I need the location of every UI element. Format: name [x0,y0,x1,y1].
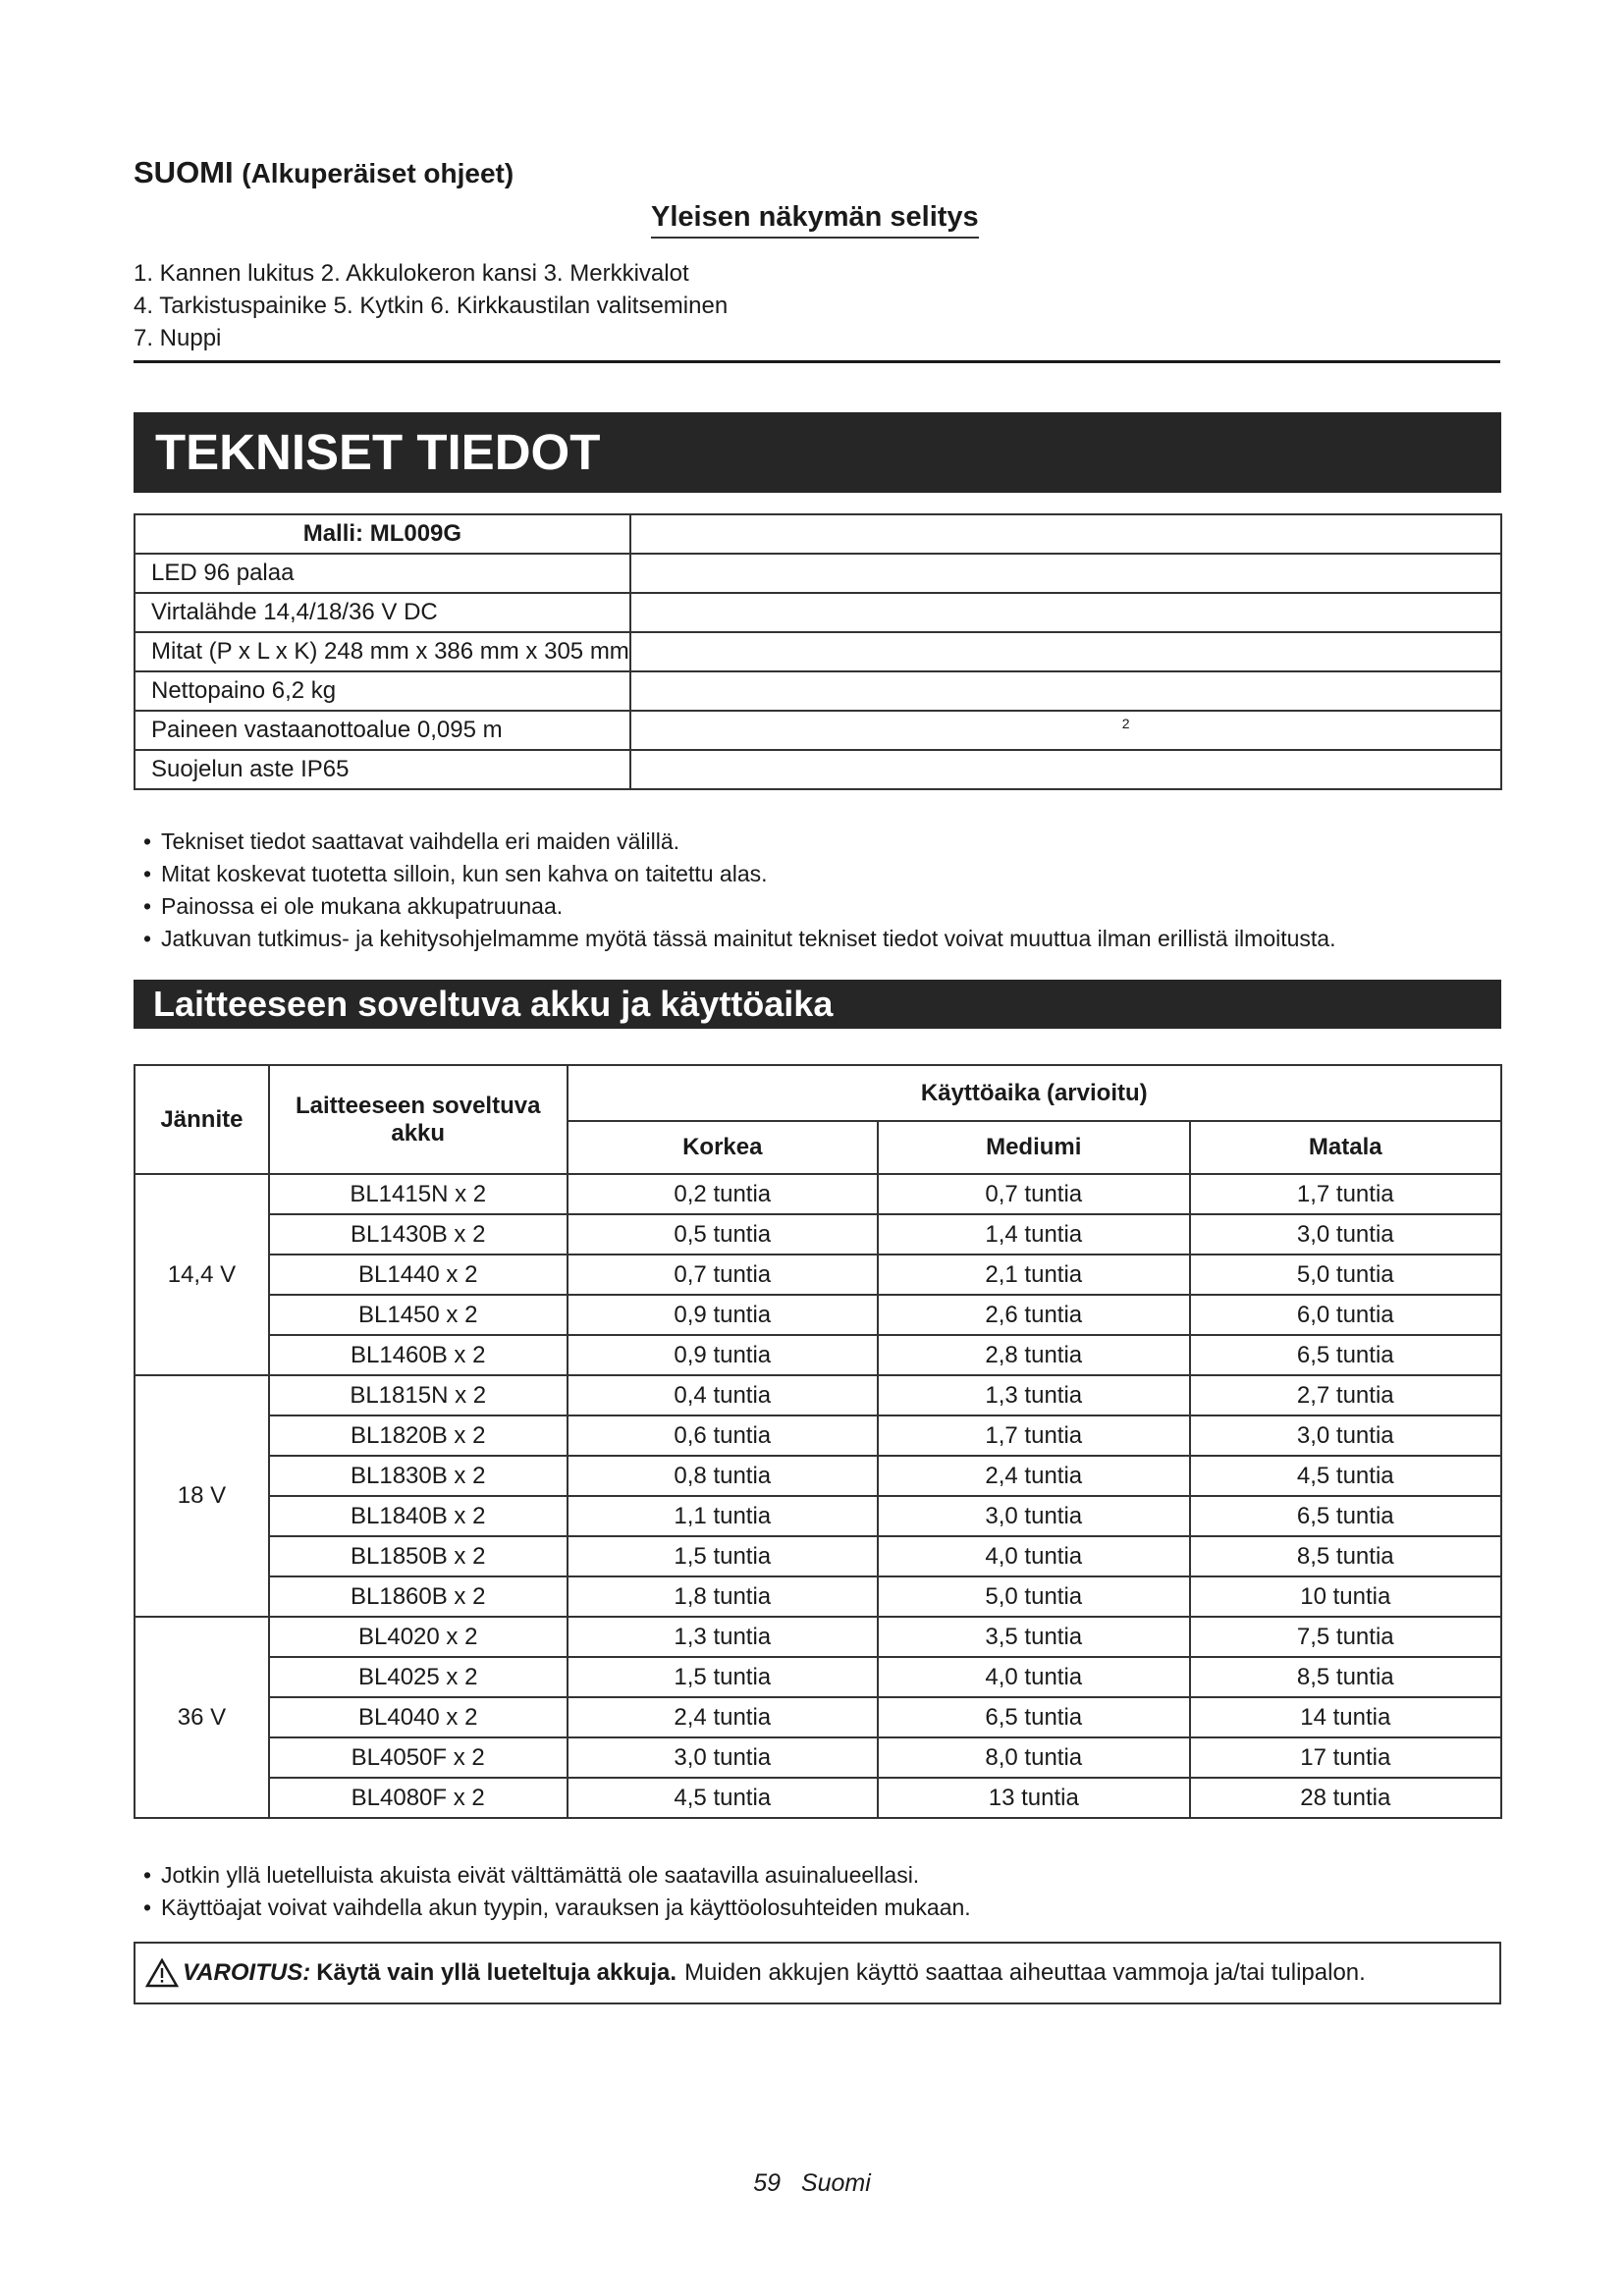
table-row [135,593,1501,632]
runtime-medium-cell: 2,6 tuntia [878,1295,1190,1335]
voltage-cell: 36 V [135,1617,269,1818]
bullet: • [142,861,152,886]
runtime-medium-cell: 1,3 tuntia [878,1375,1190,1415]
voltage-cell: 14,4 V [135,1174,269,1375]
header-high: Korkea [568,1121,878,1174]
table-row [135,1375,1501,1415]
battery-model-cell: BL1815N x 2 [269,1375,568,1415]
runtime-high-cell: 4,5 tuntia [568,1778,878,1818]
battery-model-cell: BL4025 x 2 [269,1657,568,1697]
runtime-low-cell: 8,5 tuntia [1190,1657,1501,1697]
battery-title: Laitteeseen soveltuva akku ja käyttöaika [134,980,1501,1029]
runtime-high-cell: 0,6 tuntia [568,1415,878,1456]
table-row [135,632,1501,671]
runtime-high-cell: 1,5 tuntia [568,1536,878,1576]
runtime-low-cell: 3,0 tuntia [1190,1214,1501,1255]
runtime-high-cell: 1,1 tuntia [568,1496,878,1536]
table-cell [630,554,1501,593]
runtime-medium-cell: 5,0 tuntia [878,1576,1190,1617]
runtime-medium-cell: 4,0 tuntia [878,1657,1190,1697]
overview-line: 4. Tarkistuspainike 5. Kytkin 6. Kirkkaustilan valitseminen [134,293,729,319]
table-cell [630,671,1501,711]
runtime-low-cell: 28 tuntia [1190,1778,1501,1818]
table-row [135,750,1501,789]
warning-label: VAROITUS: [183,1959,311,1986]
runtime-medium-cell: 6,5 tuntia [878,1697,1190,1737]
runtime-low-cell: 7,5 tuntia [1190,1617,1501,1657]
battery-model-cell: BL4080F x 2 [269,1778,568,1818]
table-row [135,1456,1501,1496]
section-divider [134,360,1500,363]
bullet: • [142,1895,152,1920]
table-row [135,1174,1501,1214]
table-row [135,711,1501,750]
spec-cell: Mitat (P x L x K) 248 mm x 386 mm x 305 mm [135,632,630,671]
table-row [135,1415,1501,1456]
runtime-high-cell: 0,8 tuntia [568,1456,878,1496]
overview-line: 1. Kannen lukitus 2. Akkulokeron kansi 3. Merkkivalot [134,260,689,287]
header-battery: Laitteeseen soveltuva akku [269,1065,568,1174]
table-row [135,1335,1501,1375]
table-header-row [135,1065,1501,1121]
language-title [134,155,514,190]
warning-text: Muiden akkujen käyttö saattaa aiheuttaa vammoja ja/tai tulipalon. [684,1959,1366,1986]
runtime-medium-cell: 2,1 tuntia [878,1255,1190,1295]
runtime-high-cell: 0,9 tuntia [568,1295,878,1335]
battery-model-cell: BL1440 x 2 [269,1255,568,1295]
header-runtime: Käyttöaika (arvioitu) [568,1065,1501,1121]
runtime-low-cell: 4,5 tuntia [1190,1456,1501,1496]
table-row [135,1214,1501,1255]
runtime-low-cell: 17 tuntia [1190,1737,1501,1778]
spec-cell: Nettopaino 6,2 kg [135,671,630,711]
runtime-medium-cell: 1,4 tuntia [878,1214,1190,1255]
runtime-high-cell: 0,2 tuntia [568,1174,878,1214]
runtime-medium-cell: 3,0 tuntia [878,1496,1190,1536]
language-label: SUOMI [134,155,234,189]
runtime-low-cell: 6,0 tuntia [1190,1295,1501,1335]
runtime-medium-cell: 4,0 tuntia [878,1536,1190,1576]
table-row [135,514,1501,554]
bullet: • [142,926,152,951]
runtime-low-cell: 10 tuntia [1190,1576,1501,1617]
warning-icon [145,1958,179,1988]
runtime-medium-cell: 8,0 tuntia [878,1737,1190,1778]
battery-model-cell: BL4020 x 2 [269,1617,568,1657]
table-row [135,1536,1501,1576]
language-subtitle: (Alkuperäiset ohjeet) [242,158,514,188]
battery-model-cell: BL1460B x 2 [269,1335,568,1375]
warning-bold-text: Käytä vain yllä lueteltuja akkuja. [316,1959,677,1986]
battery-model-cell: BL1415N x 2 [269,1174,568,1214]
battery-runtime-table [134,1064,1502,1819]
header-voltage: Jännite [135,1065,269,1174]
battery-notes [134,1859,971,1924]
voltage-cell: 18 V [135,1375,269,1617]
runtime-medium-cell: 2,4 tuntia [878,1456,1190,1496]
battery-model-cell: BL1840B x 2 [269,1496,568,1536]
table-cell [630,514,1501,554]
table-row [135,1576,1501,1617]
table-row [135,1255,1501,1295]
header-medium: Mediumi [878,1121,1190,1174]
spec-cell: Suojelun aste IP65 [135,750,630,789]
list-item: • Jatkuvan tutkimus- ja kehitysohjelmamme myötä tässä mainitut tekniset tiedot voivat muuttua ilman erillistä ilmoitusta. [134,923,1335,955]
runtime-medium-cell: 2,8 tuntia [878,1335,1190,1375]
table-row [135,1617,1501,1657]
runtime-low-cell: 2,7 tuntia [1190,1375,1501,1415]
table-cell [630,632,1501,671]
model-header: Malli: ML009G [135,514,630,554]
battery-model-cell: BL4040 x 2 [269,1697,568,1737]
runtime-medium-cell: 13 tuntia [878,1778,1190,1818]
footer-language: Suomi [800,2169,871,2197]
specs-table [134,513,1502,790]
list-item: • Tekniset tiedot saattavat vaihdella eri maiden välillä. [134,826,1335,858]
table-row [135,1737,1501,1778]
battery-model-cell: BL1430B x 2 [269,1214,568,1255]
table-body [135,1174,1501,1818]
table-row [135,1496,1501,1536]
list-item: • Painossa ei ole mukana akkupatruunaa. [134,890,1335,923]
table-cell [630,750,1501,789]
overview-title: Yleisen näkymän selitys [651,201,979,239]
table-cell [630,711,1501,750]
table-cell [630,593,1501,632]
runtime-low-cell: 8,5 tuntia [1190,1536,1501,1576]
runtime-high-cell: 2,4 tuntia [568,1697,878,1737]
spec-cell: Paineen vastaanottoalue 0,095 m [135,711,630,750]
battery-model-cell: BL1850B x 2 [269,1536,568,1576]
table-row [135,1697,1501,1737]
bullet: • [142,1862,152,1888]
table-row [135,1657,1501,1697]
list-item: • Mitat koskevat tuotetta silloin, kun sen kahva on taitettu alas. [134,858,1335,890]
superscript: 2 [1121,716,1130,731]
table-row [135,1295,1501,1335]
runtime-high-cell: 3,0 tuntia [568,1737,878,1778]
warning-box [134,1942,1501,2004]
runtime-low-cell: 14 tuntia [1190,1697,1501,1737]
table-row [135,671,1501,711]
battery-model-cell: BL4050F x 2 [269,1737,568,1778]
runtime-high-cell: 1,8 tuntia [568,1576,878,1617]
runtime-high-cell: 0,5 tuntia [568,1214,878,1255]
list-item: • Jotkin yllä luetelluista akuista eivät välttämättä ole saatavilla asuinalueellasi. [134,1859,971,1892]
overview-line: 7. Nuppi [134,325,222,351]
bullet: • [142,893,152,919]
table-row [135,554,1501,593]
spec-cell: LED 96 palaa [135,554,630,593]
runtime-low-cell: 6,5 tuntia [1190,1335,1501,1375]
runtime-medium-cell: 1,7 tuntia [878,1415,1190,1456]
specs-title: TEKNISET TIEDOT [134,412,1501,493]
page-number: 59 [753,2169,782,2197]
header-low: Matala [1190,1121,1501,1174]
specs-notes [134,826,1335,955]
runtime-medium-cell: 3,5 tuntia [878,1617,1190,1657]
battery-model-cell: BL1860B x 2 [269,1576,568,1617]
runtime-high-cell: 1,3 tuntia [568,1617,878,1657]
battery-model-cell: BL1830B x 2 [269,1456,568,1496]
battery-model-cell: BL1450 x 2 [269,1295,568,1335]
runtime-high-cell: 0,9 tuntia [568,1335,878,1375]
runtime-high-cell: 0,7 tuntia [568,1255,878,1295]
page-footer [0,2169,1624,2198]
runtime-low-cell: 3,0 tuntia [1190,1415,1501,1456]
runtime-high-cell: 1,5 tuntia [568,1657,878,1697]
battery-model-cell: BL1820B x 2 [269,1415,568,1456]
runtime-medium-cell: 0,7 tuntia [878,1174,1190,1214]
runtime-low-cell: 1,7 tuntia [1190,1174,1501,1214]
table-row [135,1778,1501,1818]
spec-cell: Virtalähde 14,4/18/36 V DC [135,593,630,632]
runtime-low-cell: 5,0 tuntia [1190,1255,1501,1295]
runtime-low-cell: 6,5 tuntia [1190,1496,1501,1536]
bullet: • [142,828,152,854]
runtime-high-cell: 0,4 tuntia [568,1375,878,1415]
list-item: • Käyttöajat voivat vaihdella akun tyypin, varauksen ja käyttöolosuhteiden mukaan. [134,1892,971,1924]
